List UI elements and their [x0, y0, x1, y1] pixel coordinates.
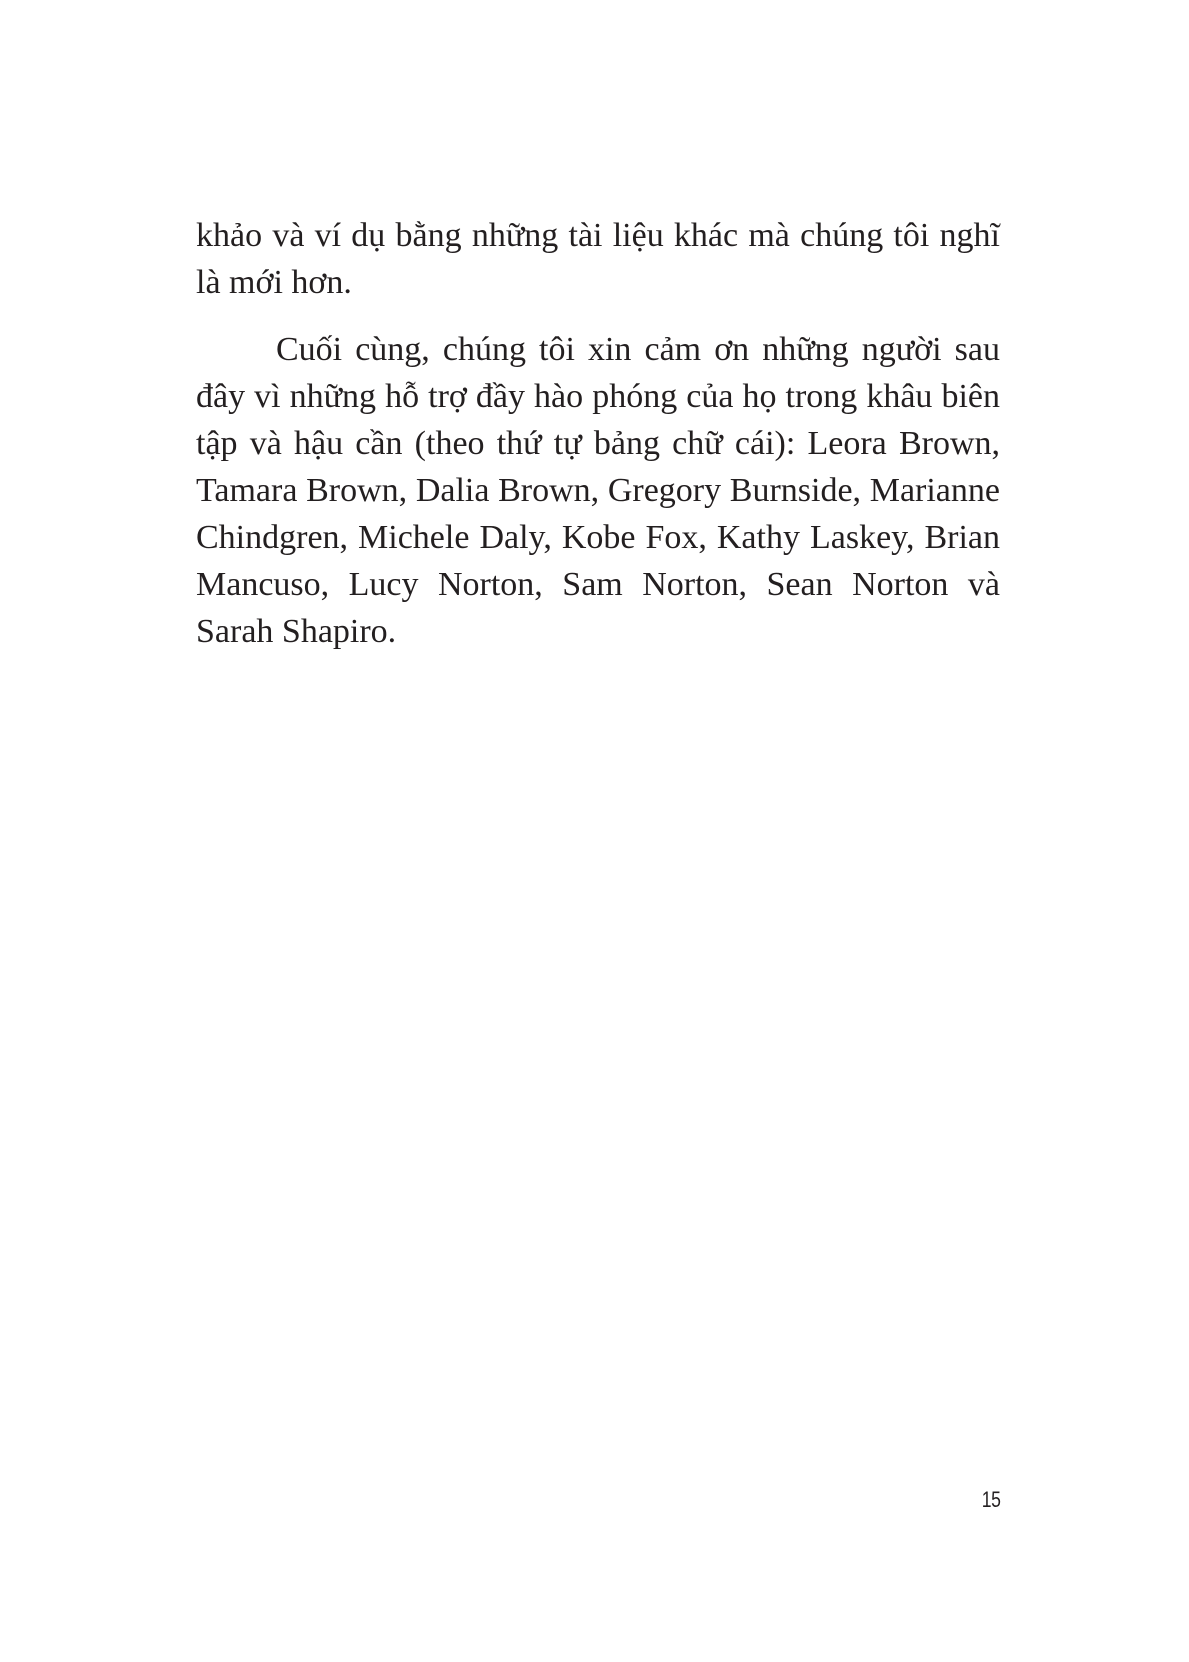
paragraph-acknowledgements: Cuối cùng, chúng tôi xin cảm ơn những người sau đây vì những hỗ trợ đầy hào phóng của họ trong khâu biên tập và hậu cần (theo thứ tự bảng chữ cái): Leora Brown, Tamara Brown, Dalia Brown, Gregory Burnside, Marianne Chindgren, Michele Daly, Kobe Fox, Kathy Laskey, Brian Mancuso, Lucy Norton, Sam Norton, Sean Norton và Sarah Shapiro. [196, 331, 1000, 650]
page-number: 15 [981, 1487, 1000, 1512]
body-text [196, 212, 1000, 655]
paragraph-continued: khảo và ví dụ bằng những tài liệu khác mà chúng tôi nghĩ là mới hơn. [196, 217, 1000, 301]
